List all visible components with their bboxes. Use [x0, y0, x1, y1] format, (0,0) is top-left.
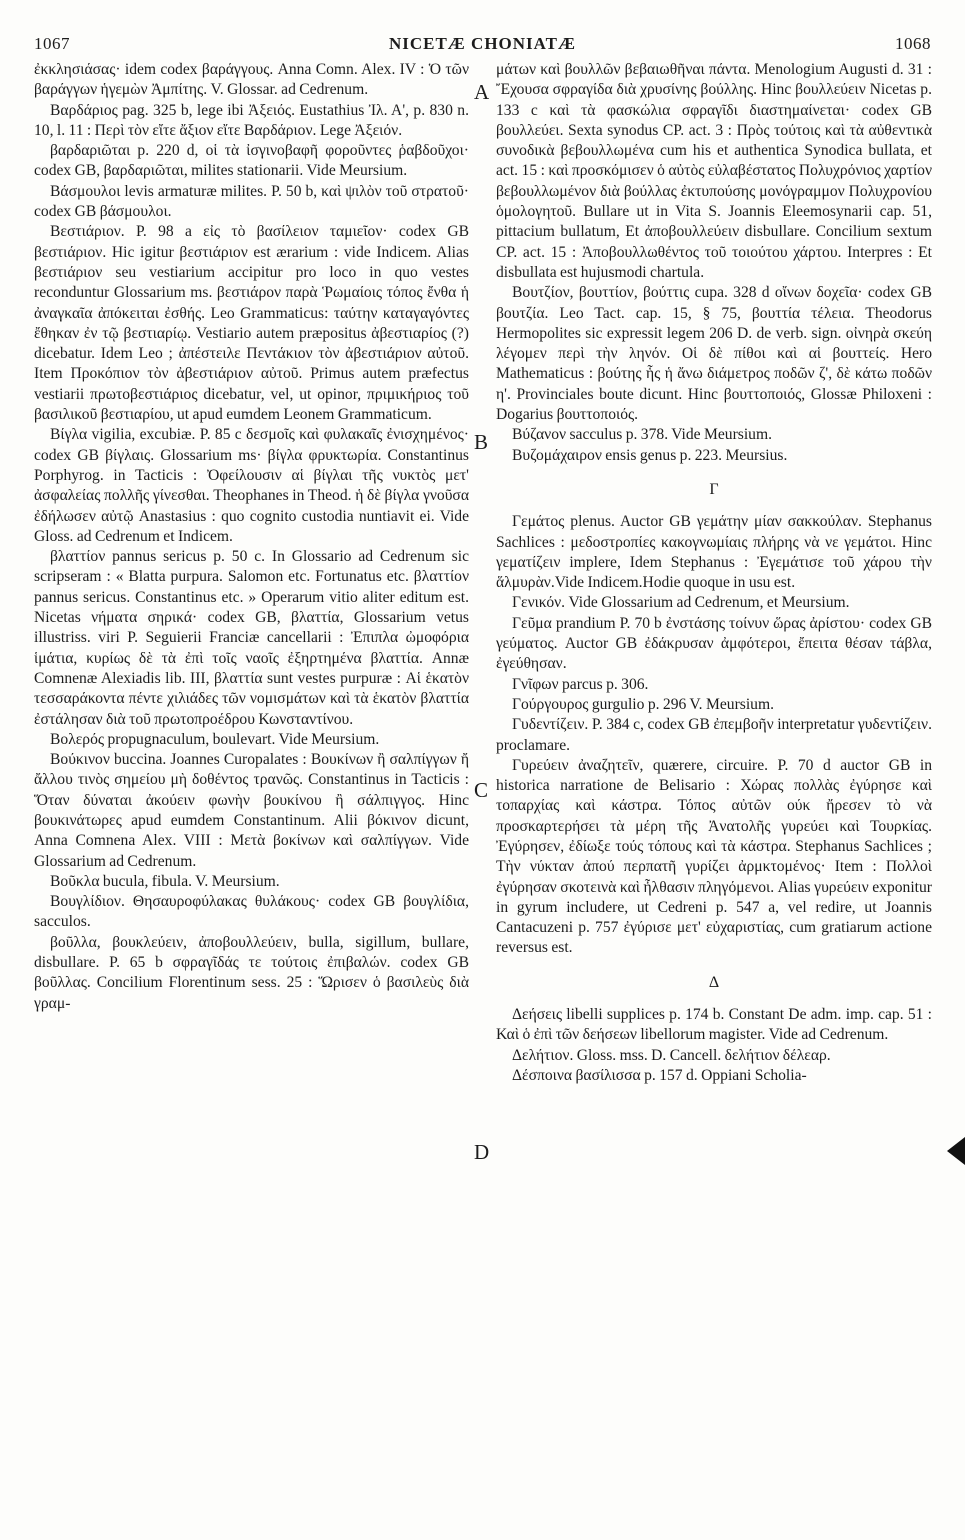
entry-basmouloi: Βάσμουλοι levis armaturæ milites. P. 50 b, καὶ ψιλὸν τοῦ στρατοῦ· codex GB βάσμουλοι.: [34, 182, 469, 221]
entry-boulla: βοῦλλα, βουκλεύειν, ἀποβουλλεύειν, bulla, sigillum, bullare, disbullare. P. 65 b σφραγῖδάς τε τούτοις ἐπιβαλών. codex GB βοῦλλας. Concilium Florentinum sess. 25 : Ὥρισεν ὁ βασιλεὺς διὰ γραμ-: [34, 933, 469, 1012]
entry-gniphon: Γνῖφων parcus p. 306.: [512, 675, 649, 693]
margin-letter-d: D: [474, 1140, 490, 1164]
margin-letter-b: B: [474, 430, 489, 454]
page-number-right: 1068: [895, 34, 931, 53]
entry-geuma: Γεῦμα prandium P. 70 b ἐνστάσης τοίνυν ὥρας ἀρίστου· codex GB γεύματος. Auctor GB ἐδάκρυσαν ἀμφότεροι, ἔπειτα θέσαν τάβλα, ἐγεύθησαν.: [496, 614, 932, 673]
entry-byzanon: Βύζανον sacculus p. 378. Vide Meursium.: [512, 426, 772, 444]
entry-boukla: Βοῦκλα bucula, fibula. V. Meursium.: [50, 872, 280, 890]
entry-byzomachairon: Βυζομάχαιρον ensis genus p. 223. Meursius.: [512, 446, 788, 464]
entry-bardarios: Βαρδάριος pag. 325 b, lege ibi Ἀξειός. Eustathius Ἰλ. Α', p. 830 n. 10, l. 11 : Περὶ τὸν εἴτε ἄξιον εἴτε Βαρδάριον. Lege Ἀξειόν.: [34, 101, 469, 139]
entry-gematos: Γεμάτος plenus. Auctor GB γεμάτην μίαν σακκούλαν. Stephanus Sachlices : μεδοστροπίες κακογνωμίαις πλήρης νὰ νε γεμάτοι. Hinc γεματίζειν implere, Idem Stephanus : Ἐγεμάτισε τοῦ χάρου τὴν ἅλμυρὰν.Vide Indicem.Hodie quoque in usu est.: [496, 513, 932, 592]
right-column: [496, 60, 932, 1086]
margin-letter-c: C: [474, 778, 489, 802]
entry-gyreuein: Γυρεύειν ἀναζητεῖν, quærere, circuire. P. 70 d auctor GB in historica narratione de Belisario : Χώρας πολλὰς ἐγύρησε καὶ τοπαρχίας καὶ κάστρα. Τόπος αὐτῶν ούκ ἤρεσεν τὸ νὰ προσκαρτερήσει τὰ μέρη τῆς Ἀνατολῆς γυρεύει καὶ Τουρκίας. Ἐγύρησεν, ἐδίωξε τούς τόπους καὶ τὰ κάστρα. Stephanus Sachlices ; Τὴν νύκταν ἀπού περπατῆ γυρίζει ἀρμκτομένος· Item : Πολλοὶ ἐγύρησαν σκοτεινὰ καὶ ἦλθασιν πληγόμενοι. Alias γυρεύειν exponitur in gyrum includere, ut Cedreni p. 547 a, vel redire, ut Joannis Cantacuzeni p. 757 ἐγύρισε μετ' εὐχαριστίας, cum gratiarum actione reversus est.: [496, 756, 932, 957]
entry-baraggoi-continued: ἐκκλησιάσας· idem codex βαράγγους. Anna Comn. Alex. IV : Ὁ τῶν βαράγγων ἡγεμὼν Ἀμπίτης. V. Glossar. ad Cedrenum.: [34, 61, 469, 99]
entry-boutzion: Βουτζίον, βουττίον, βούττις cupa. 328 d οἴνων δοχεῖα· codex GB βουτζία. Leo Tact. cap. 15, § 75, βουττία τέλεια. Theodorus Hermopolites sic expressit legem 206 D. de verb. sign. οἰνηρὰ σκεύη λέγομεν περὶ τὴν ληνόν. Οἱ δὲ πίθοι καὶ αἱ βουττείς. Hero Mathematicus : βούτης ἧς ἡ ἄνω διάμετρος ποδῶν ζ', δὲ κάτω ποδῶν η'. Provinciales boute dicunt. Hinc βουττοποιός, Glossæ Philoxeni : Dogarius βουττοποιός.: [496, 284, 932, 424]
margin-letter-a: A: [474, 80, 490, 104]
entry-bestiarion: Βεστιάριον. P. 98 a εἰς τὸ βασίλειον ταμιεῖον· codex GB βεστιάριον. Hic igitur βεστιάριον est ærarium : vide Indicem. Alias βεστιάριον seu vestiarium accipitur pro loco in quo vestes reconduntur Glossarium ms. βεστιάρον παρὰ Ῥωμαίοις τόπος ἔνθα ἡ ἀναγκαῖα ἀπόκειται ἐσθής. Leo Grammaticus: ταύτην καταγαγόντες ἔθηκαν ἐν τῷ βεστιαρίῳ. Vestiario autem præpositus ἀβεστιαρίος (?) dicebatur. Idem Leo ; ἀπέστειλε Πεντάκιον τὸν ἀβεστιάριον αὐτοῦ. Item Προκόπιον τὸν ἀβεστιάριον αὐτοῦ. Primus autem præfectus vestiarii πρωτοβεστιάριος dicebatur, vel, ut opinor, πριμικήριος τοῦ βασιλικοῦ βεστιαρίου, ut apud eumdem Leonem Grammaticum.: [34, 223, 469, 424]
page-edge-arrow-icon: [947, 1137, 965, 1165]
entry-boulla-continued: μάτων καὶ βουλλῶν βεβαιωθῆναι πάντα. Menologium Augusti d. 31 : Ἔχουσα σφραγίδα διὰ χρυσίνης βούλλης. Hinc βουλλεύειν Nicetas p. 133 c καὶ τὰ φασκώλια σφραγῖδι διαστημαίνεται· codex GB βουλλεύει. Sexta synodus CP. act. 3 : Πρὸς τούτοις καὶ τὰ αὐθεντικὰ συνοδικὰ βεβουλλωμένα cum his et authentica Synodica bullata, et act. 15 : καὶ προσκόμισεν ὁ αὐτὸς εὐλαβέστατος Πολυχρόνιος χαρτίον βεβουλλωμένον διὰ βούλλας ἐκτυπούσης μονόγραμμον Πολυχρονίου ὁμολογητοῦ. Bullare ut in Vita S. Joannis Eleemosynarii cap. 51, pittacium bullatum, Et ἀποβουλλεύειν disbullare. Concilium sextum CP. act. 15 : Ἀποβουλλωθέντος τοῦ τοιούτου χάρτου. Interpres : Et disbullata est hujusmodi chartula.: [496, 61, 932, 281]
entry-boukinon: Βούκινον buccina. Joannes Curopalates : Βουκίνων ἢ σαλπίγγων ἤ ἄλλου τινὸς σημείου μὴ δοθέντος τρανῶς. Constantinus in Tacticis : Ὅταν δύναται ἀκούειν φωνὴν βουκίνου ἢ σάλπιγγος. Hinc βουκινάτωρες apud eumdem Constantinum. Alii βόκινον dicunt, Anna Comnena Alex. VIII : Μετὰ βοκίνων καὶ σαλπίγγων. Vide Glossarium ad Cedrenum.: [34, 751, 469, 870]
entry-bouglidion: Βουγλίδιον. Θησαυροφύλακας θυλάκους· codex GB βουγλίδια, sacculos.: [34, 893, 469, 931]
running-title: NICETÆ CHONIATÆ: [388, 34, 577, 53]
entry-genikon: Γενικόν. Vide Glossarium ad Cedrenum, et Meursium.: [512, 594, 850, 612]
entry-blattion: βλαττίον pannus sericus p. 50 c. In Glossario ad Cedrenum sic scripseram : « Blatta purpura. Salomon etc. Fortunatus etc. βλαττίον pannus sericus. Constantinus etc. » Operarum vitio aliter editum est. Nicetas νήματα σηρικά· codex GB, βλαττία, Glossarium vetus illustriss. viri P. Seguierii Franciæ cancellarii : Ἐπιπλα ὠμοφόρια ἱμάτια, κυρίως δὲ τὰ ἐπὶ τοῖς ναοῖς ἐξηρτημένα βλαττία. Annæ Comnenæ Alexiadis lib. III, βλαττία sunt vestes purpuræ : Αἱ ἑκατὸν τεσσαράκοντα πέντε χιλιάδες τῶν νομισμάτων καὶ τὰ ἑκατὸν βλαττία ἐστάλησαν διὰ τοῦ πρωτοπροέδρου Κωνσταντίνου.: [34, 548, 469, 728]
section-heading-delta: Δ: [708, 973, 720, 991]
page-number-left: 1067: [34, 34, 70, 53]
entry-bigla: Βίγλα vigilia, excubiæ. P. 85 c δεσμοῖς καὶ φυλακαῖς ἐνισχημένος· codex GB βίγλαις. Glossarium ms· βίγλα φρυκτωρία. Constantinus Porphyrog. in Tacticis : Ὀφείλουσιν αἱ βίγλαι τῆς νυκτὸς μετ' ἀσφαλείας πολλῆς γίνεσθαι. Theophanes in Theod. ἡ δὲ βίγλα γνοῦσα ἐδήλωσεν αὐτῷ Anastasius : quo cognito custodia nuntiavit ei. Vide Gloss. ad Cedrenum et Indicem.: [34, 426, 469, 545]
entry-boleros: Βολερός propugnaculum, boulevart. Vide Meursium.: [50, 730, 380, 748]
entry-deeseis: Δεήσεις libelli supplices p. 174 b. Constant De adm. imp. cap. 51 : Καὶ ὁ ἐπὶ τῶν δεήσεων libellorum magister. Vide ad Cedrenum.: [496, 1006, 932, 1044]
entry-despoina: Δέσποινα βασίλισσα p. 157 d. Oppiani Scholia-: [512, 1066, 807, 1084]
entry-deletion: Δελήτιον. Gloss. mss. D. Cancell. δελήτιον δέλεαρ.: [512, 1046, 831, 1064]
entry-gydentizein: Γυδεντίζειν. P. 384 c, codex GB ἐπεμβοῆν interpretatur γυδεντίζειν. proclamare.: [496, 716, 932, 754]
entry-gourgouros: Γούργουρος gurgulio p. 296 V. Meursium.: [512, 695, 774, 713]
entry-bardariotai: βαρδαριῶται p. 220 d, οἱ τὰ ἰσγινοβαφῆ φοροῦντες ῥαβδοῦχοι· codex GB, βαρδαριῶται, milites stationarii. Vide Meursium.: [34, 142, 469, 180]
section-heading-gamma: Γ: [709, 480, 719, 498]
left-column: [34, 60, 469, 1014]
